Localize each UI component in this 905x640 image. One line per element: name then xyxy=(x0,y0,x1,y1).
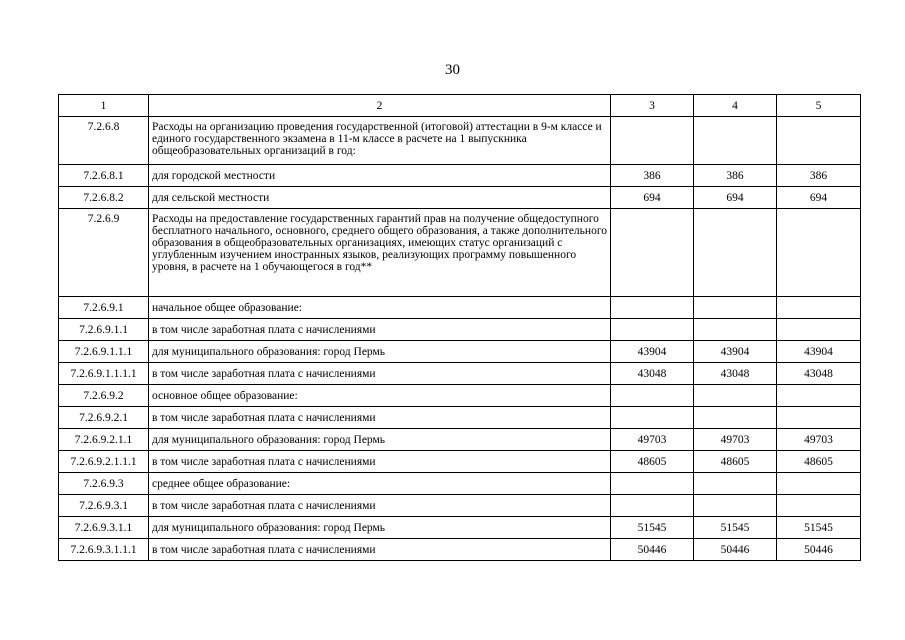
value-col-3: 50446 xyxy=(611,539,694,561)
row-description: в том числе заработная плата с начислениями xyxy=(149,407,611,429)
value-col-3: 43904 xyxy=(611,341,694,363)
value-col-4: 386 xyxy=(694,165,777,187)
value-col-5: 43904 xyxy=(777,341,861,363)
value-col-3 xyxy=(611,297,694,319)
table-row xyxy=(59,319,861,341)
row-description: среднее общее образование: xyxy=(149,473,611,495)
value-col-4: 49703 xyxy=(694,429,777,451)
row-description: для муниципального образования: город Пермь xyxy=(149,517,611,539)
column-header: 1 xyxy=(59,95,149,117)
table-row xyxy=(59,429,861,451)
table-row xyxy=(59,117,861,165)
table-row xyxy=(59,539,861,561)
value-col-4 xyxy=(694,209,777,297)
value-col-5: 48605 xyxy=(777,451,861,473)
value-col-4: 43904 xyxy=(694,341,777,363)
table-row xyxy=(59,187,861,209)
value-col-4 xyxy=(694,385,777,407)
table-header-row xyxy=(59,95,861,117)
row-code: 7.2.6.9.3 xyxy=(59,473,149,495)
row-code: 7.2.6.9.2.1.1 xyxy=(59,429,149,451)
value-col-5: 50446 xyxy=(777,539,861,561)
table-row xyxy=(59,297,861,319)
row-description: в том числе заработная плата с начислениями xyxy=(149,539,611,561)
row-code: 7.2.6.9.3.1.1 xyxy=(59,517,149,539)
row-code: 7.2.6.9.1.1 xyxy=(59,319,149,341)
table-row xyxy=(59,341,861,363)
value-col-4 xyxy=(694,319,777,341)
row-description: Расходы на организацию проведения государственной (итоговой) аттестации в 9-м классе и единого государственного экзамена в 11-м классе в расчете на 1 выпускника общеобразовательных организаций в год: xyxy=(149,117,611,165)
value-col-5: 386 xyxy=(777,165,861,187)
row-code: 7.2.6.9.3.1.1.1 xyxy=(59,539,149,561)
value-col-3: 48605 xyxy=(611,451,694,473)
column-header: 3 xyxy=(611,95,694,117)
page-number: 30 xyxy=(445,62,460,78)
row-description: в том числе заработная плата с начислениями xyxy=(149,363,611,385)
value-col-5 xyxy=(777,473,861,495)
value-col-5 xyxy=(777,117,861,165)
row-code: 7.2.6.9 xyxy=(59,209,149,297)
value-col-4 xyxy=(694,407,777,429)
row-description: для городской местности xyxy=(149,165,611,187)
value-col-4 xyxy=(694,117,777,165)
table-row xyxy=(59,407,861,429)
table-row xyxy=(59,517,861,539)
value-col-3 xyxy=(611,495,694,517)
row-description: в том числе заработная плата с начислениями xyxy=(149,451,611,473)
column-header: 4 xyxy=(694,95,777,117)
row-description: в том числе заработная плата с начислениями xyxy=(149,495,611,517)
value-col-4: 50446 xyxy=(694,539,777,561)
row-code: 7.2.6.9.1 xyxy=(59,297,149,319)
value-col-5: 49703 xyxy=(777,429,861,451)
value-col-4: 48605 xyxy=(694,451,777,473)
row-code: 7.2.6.8.2 xyxy=(59,187,149,209)
value-col-3 xyxy=(611,319,694,341)
value-col-4 xyxy=(694,297,777,319)
row-code: 7.2.6.9.3.1 xyxy=(59,495,149,517)
row-description: основное общее образование: xyxy=(149,385,611,407)
table-row xyxy=(59,385,861,407)
value-col-5: 43048 xyxy=(777,363,861,385)
table-row xyxy=(59,473,861,495)
column-header: 2 xyxy=(149,95,611,117)
table-row xyxy=(59,495,861,517)
table-row xyxy=(59,209,861,297)
row-code: 7.2.6.9.1.1.1 xyxy=(59,341,149,363)
value-col-4 xyxy=(694,495,777,517)
column-header: 5 xyxy=(777,95,861,117)
row-description: начальное общее образование: xyxy=(149,297,611,319)
value-col-5 xyxy=(777,209,861,297)
row-description: для сельской местности xyxy=(149,187,611,209)
value-col-5 xyxy=(777,385,861,407)
value-col-5 xyxy=(777,297,861,319)
value-col-4: 694 xyxy=(694,187,777,209)
table-row xyxy=(59,363,861,385)
value-col-3 xyxy=(611,407,694,429)
value-col-3: 43048 xyxy=(611,363,694,385)
row-code: 7.2.6.9.2.1 xyxy=(59,407,149,429)
value-col-3: 694 xyxy=(611,187,694,209)
row-code: 7.2.6.9.1.1.1.1 xyxy=(59,363,149,385)
row-description: в том числе заработная плата с начислениями xyxy=(149,319,611,341)
table-row xyxy=(59,451,861,473)
budget-table xyxy=(58,94,861,561)
row-description: для муниципального образования: город Пермь xyxy=(149,429,611,451)
value-col-4 xyxy=(694,473,777,495)
value-col-3: 51545 xyxy=(611,517,694,539)
row-code: 7.2.6.9.2.1.1.1 xyxy=(59,451,149,473)
row-code: 7.2.6.8 xyxy=(59,117,149,165)
row-description: для муниципального образования: город Пермь xyxy=(149,341,611,363)
row-description: Расходы на предоставление государственных гарантий прав на получение общедоступного бесплатного начального, основного, среднего общего образования, а также дополнительного образования в общеобразовательных организациях, имеющих статус организаций с углубленным изучением иностранных языков, реализующих программу повышенного уровня, в расчете на 1 обучающегося в год** xyxy=(149,209,611,297)
value-col-3 xyxy=(611,385,694,407)
value-col-5: 51545 xyxy=(777,517,861,539)
value-col-5: 694 xyxy=(777,187,861,209)
value-col-4: 51545 xyxy=(694,517,777,539)
row-code: 7.2.6.8.1 xyxy=(59,165,149,187)
value-col-3 xyxy=(611,117,694,165)
value-col-5 xyxy=(777,407,861,429)
value-col-3 xyxy=(611,473,694,495)
value-col-3: 49703 xyxy=(611,429,694,451)
value-col-3 xyxy=(611,209,694,297)
value-col-4: 43048 xyxy=(694,363,777,385)
row-code: 7.2.6.9.2 xyxy=(59,385,149,407)
value-col-5 xyxy=(777,319,861,341)
table-row xyxy=(59,165,861,187)
value-col-5 xyxy=(777,495,861,517)
value-col-3: 386 xyxy=(611,165,694,187)
